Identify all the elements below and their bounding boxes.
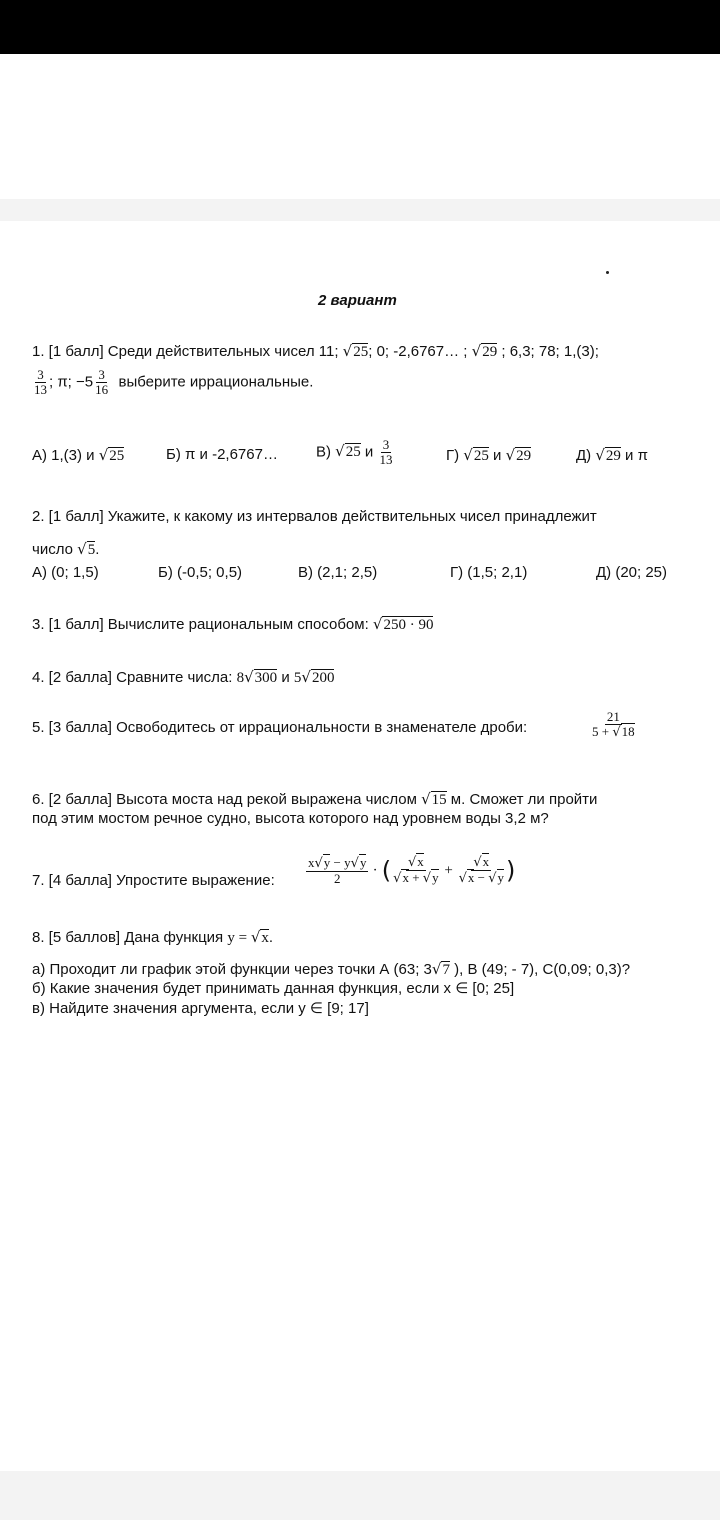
worksheet-page xyxy=(0,221,720,1471)
q3-line: 3. [1 балл] Вычислите рациональным способом: √250 · 90 xyxy=(32,615,434,633)
q6-line2: под этим мостом речное судно, высота которого над уровнем воды 3,2 м? xyxy=(32,810,549,827)
q1-line2: $\frac{3}{13}$ ; π; −5 $\frac{3}{16}$ выберите иррациональные. xyxy=(34,367,314,397)
q7-expression: $\frac{x√y - y√y}{2}$ · ( $\frac{√x}{√x + √y}$ + $\frac{√x}{√x - √y}$ ) xyxy=(308,854,516,886)
q1-option-g: Г) √25 и √29 xyxy=(446,446,532,464)
q4-line: 4. [2 балла] Сравните числа: 8√300 и 5√200 xyxy=(32,668,335,686)
q1-option-b: Б) π и -2,6767… xyxy=(166,446,278,463)
q8-a: а) Проходит ли график этой функции через точки А (63; 3√7 ), В (49; - 7), С(0,09; 0,3)? xyxy=(32,960,631,978)
q2-line2: число √5. xyxy=(32,540,100,558)
white-band xyxy=(0,54,720,199)
q1-option-v: В) √25 и $\frac{3}{13}$ xyxy=(316,437,393,467)
q1-option-d: Д) √29 и π xyxy=(576,446,648,464)
q2-option-d: Д) (20; 25) xyxy=(596,564,668,581)
q8-c: в) Найдите значения аргумента, если y ∈ [9; 17] xyxy=(32,1000,369,1017)
q5-text: 5. [3 балла] Освободитесь от иррациональности в знаменателе дроби: xyxy=(32,719,528,736)
phone-status-bar xyxy=(0,0,720,54)
speck xyxy=(606,271,609,274)
q2-option-g: Г) (1,5; 2,1) xyxy=(450,564,528,581)
q2-line1: 2. [1 балл] Укажите, к какому из интервалов действительных чисел принадлежит xyxy=(32,508,597,525)
q5-fraction: $\frac{21}{5 + √18}$ xyxy=(592,709,635,740)
q2-option-a: А) (0; 1,5) xyxy=(32,564,99,581)
q2-option-v: В) (2,1; 2,5) xyxy=(298,564,378,581)
q1-line1: 1. [1 балл] Среди действительных чисел 11; √25; 0; -2,6767… ; √29 ; 6,3; 78; 1,(3); xyxy=(32,342,599,360)
q7-text: 7. [4 балла] Упростите выражение: xyxy=(32,872,275,889)
q6-line1: 6. [2 балла] Высота моста над рекой выражена числом √15 м. Сможет ли пройти xyxy=(32,790,598,808)
variant-title: 2 вариант xyxy=(318,292,397,309)
q1-option-a: А) 1,(3) и √25 xyxy=(32,446,125,464)
q8-lead: 8. [5 баллов] Дана функция y = √x. xyxy=(32,928,274,946)
q8-b: б) Какие значения будет принимать данная функция, если x ∈ [0; 25] xyxy=(32,980,515,997)
q2-option-b: Б) (-0,5; 0,5) xyxy=(158,564,243,581)
